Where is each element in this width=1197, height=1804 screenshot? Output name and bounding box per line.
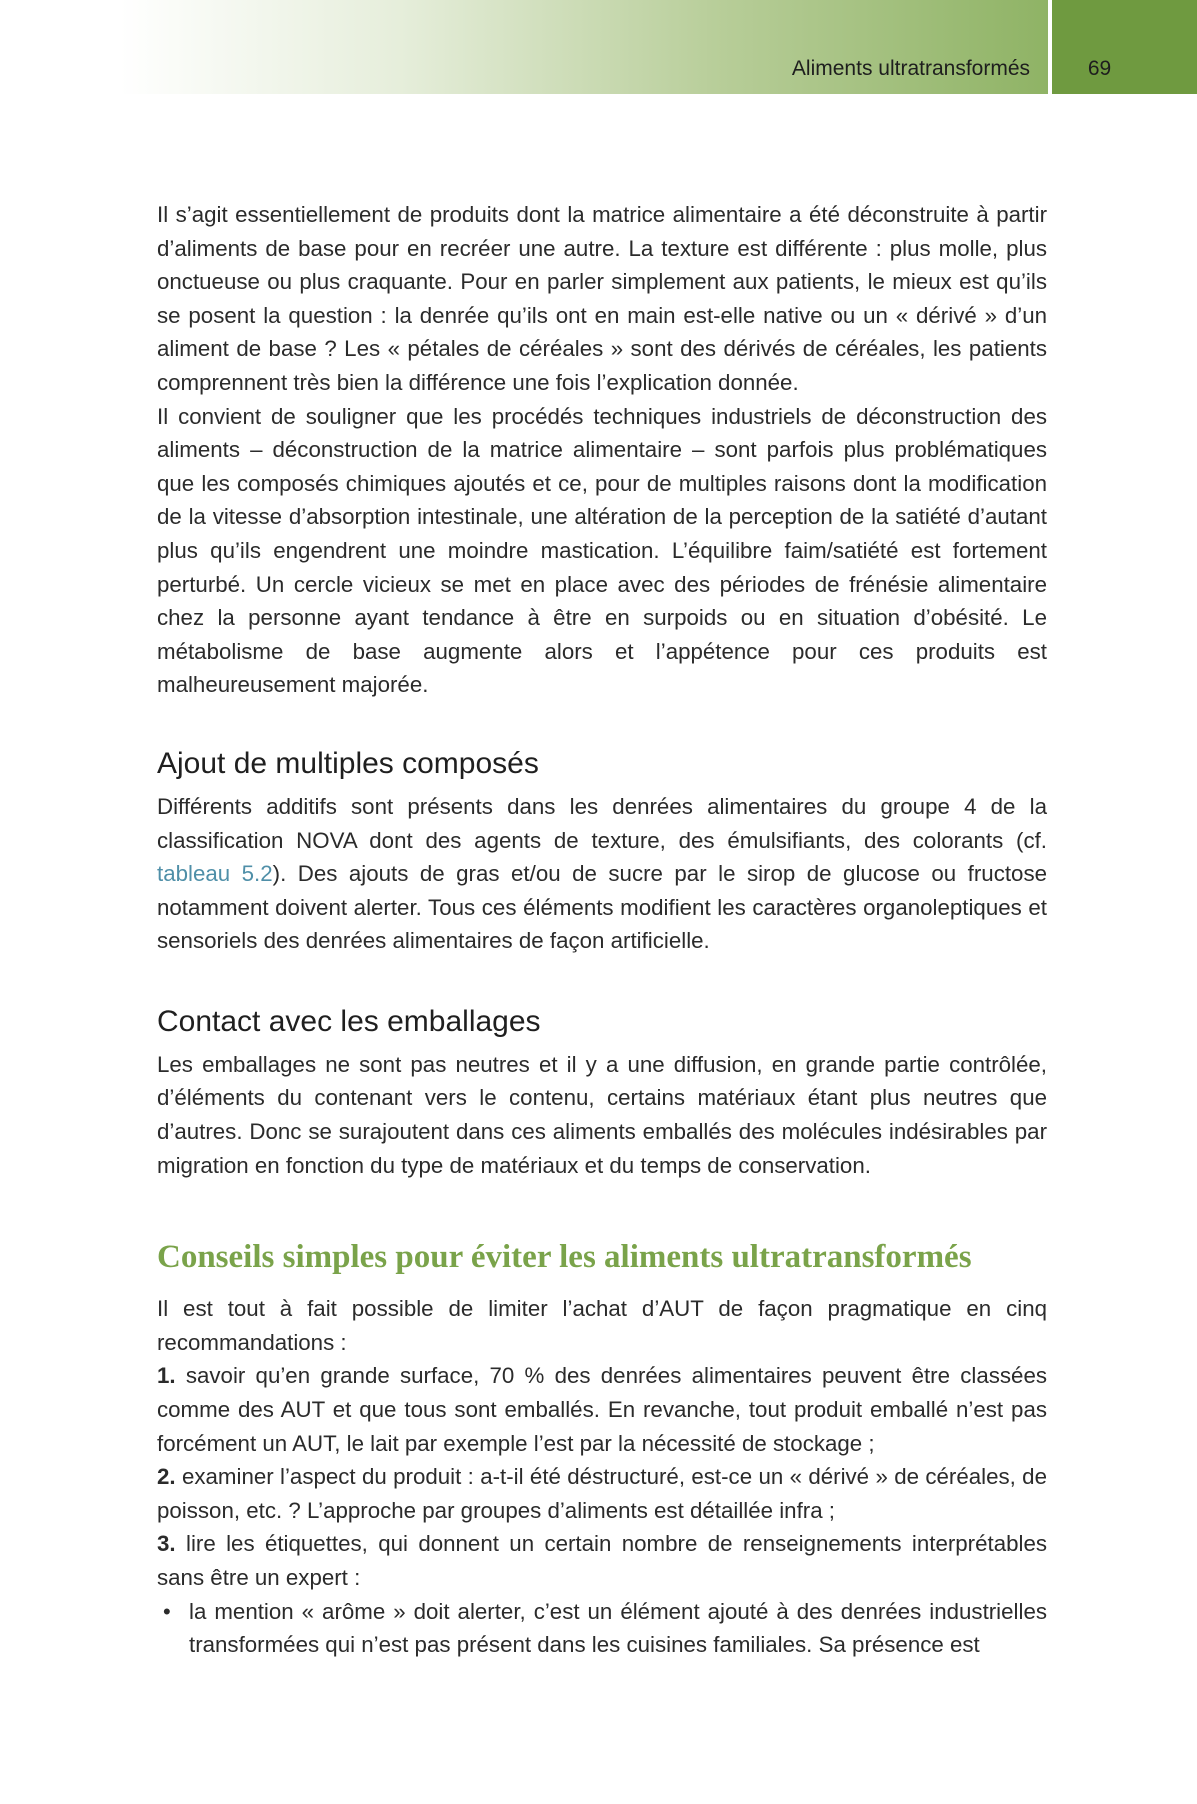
bullet-icon: • [163,1598,171,1624]
page-content [157,198,1047,1662]
table-reference-link[interactable]: tableau 5.2 [157,861,273,887]
recommendation-text: savoir qu’en grande surface, 70 % des denrées alimentaires peuvent être classées comme des AUT et que tous sont emballés. En revanche, tout produit emballé n’est pas forcément un AUT, le lait par exemple l’est par la nécessité de stockage ; [157,1363,1047,1456]
page-number-box [1052,0,1197,94]
recommendation-item [157,1359,1047,1460]
recommendation-item [157,1460,1047,1527]
recommendation-number: 2. [157,1464,176,1490]
advice-intro: Il est tout à fait possible de limiter l’achat d’AUT de façon pragmatique en cinq recommandations : [157,1296,1047,1355]
bullet-item [163,1595,1047,1662]
recommendation-item [157,1527,1047,1594]
recommendations-list [157,1359,1047,1594]
additives-text-start: Différents additifs sont présents dans les denrées alimentaires du groupe 4 de la classification NOVA dont des agents de texture, des émulsifiants, des colorants (cf. [157,793,1047,853]
recommendation-text: lire les étiquettes, qui donnent un certain nombre de renseignements interprétables sans être un expert : [157,1531,1047,1590]
recommendation-number: 3. [157,1531,176,1557]
intro-paragraph-2: Il convient de souligner que les procédés techniques industriels de déconstruction des aliments – déconstruction de la matrice alimentaire – sont parfois plus problématiques que les composés chimiques ajoutés et ce, pour de multiples raisons dont la modification de la vitesse d’absorption intestinale, une altération de la perception de la satiété d’autant plus qu’ils engendrent une moindre mastication. L’équilibre faim/satiété est fortement perturbé. Un cercle vicieux se met en place avec des périodes de frénésie alimentaire chez la personne ayant tendance à être en surpoids ou en situation d’obésité. Le métabolisme de base augmente alors et l’appétence pour ces produits est malheureusement majorée. [157,403,1047,698]
packaging-paragraph: Les emballages ne sont pas neutres et il y a une diffusion, en grande partie contrôlée, d’éléments du contenant vers le contenu, certains matériaux étant plus neutres que d’autres. Donc se surajoutent dans ces aliments emballés des molécules indésirables par migration en fonction du type de matériaux et du temps de conservation. [157,1051,1047,1178]
recommendation-number: 1. [157,1363,176,1389]
section-title-advice: Conseils simples pour éviter les aliments ultratransformés [157,1239,972,1276]
page-number: 69 [1087,57,1112,80]
bullet-text: la mention « arôme » doit alerter, c’est un élément ajouté à des denrées industrielles transformées qui n’est pas présent dans les cuisines familiales. Sa présence est [189,1598,1047,1658]
section-title-additives: Ajout de multiples composés [157,746,539,780]
additives-text-end: ). Des ajouts de gras et/ou de sucre par le sirop de glucose ou fructose notamment doivent alerter. Tous ces éléments modifient les caractères organoleptiques et sensoriels des denrées alimentaires de façon artificielle. [157,861,1048,954]
section-title-packaging: Contact avec les emballages [157,1004,541,1038]
recommendation-text: examiner l’aspect du produit : a-t-il été déstructuré, est-ce un « dérivé » de céréales, de poisson, etc. ? L’approche par groupes d’aliments est détaillée infra ; [157,1464,1047,1523]
label-tips-list [157,1595,1047,1662]
intro-paragraph-1: Il s’agit essentiellement de produits dont la matrice alimentaire a été déconstruite à partir d’aliments de base pour en recréer une autre. La texture est différente : plus molle, plus onctueuse ou plus craquante. Pour en parler simplement aux patients, le mieux est qu’ils se posent la question : la denrée qu’ils ont en main est-elle native ou un « dérivé » d’un aliment de base ? Les « pétales de céréales » sont des dérivés de céréales, les patients comprennent très bien la différence une fois l’explication donnée. [157,202,1047,395]
running-title: Aliments ultratransformés [791,57,1030,80]
additives-paragraph [157,790,1047,958]
